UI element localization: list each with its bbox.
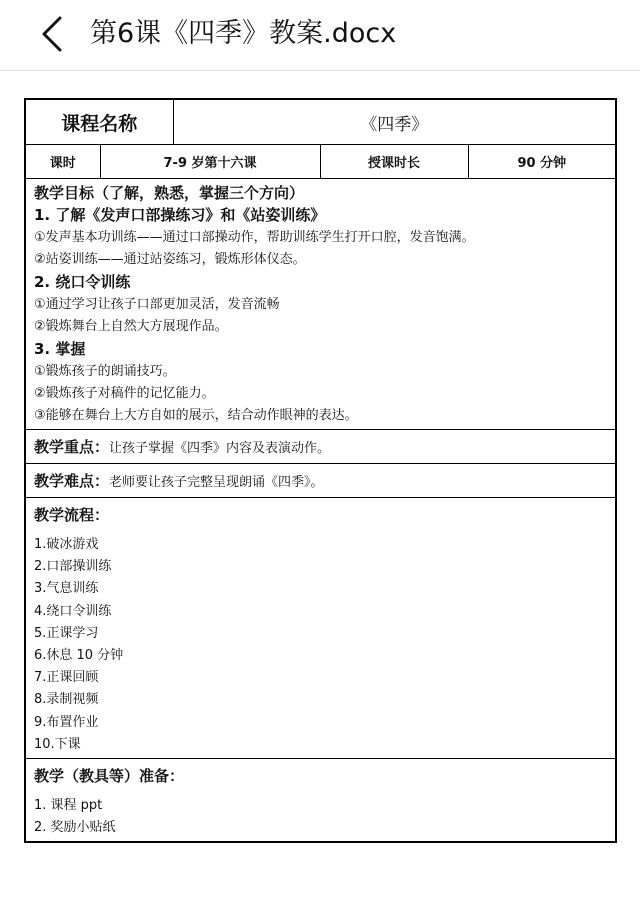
objective-1-item: ②站姿训练——通过站姿练习，锻炼形体仪态。 [34, 252, 306, 267]
flow-item: 8.录制视频 [34, 692, 99, 708]
objective-3-item: ②锻炼孩子对稿件的记忆能力。 [34, 386, 215, 401]
difficulty-text: 老师要让孩子完整呈现朗诵《四季》。 [109, 475, 324, 490]
key-point-cell [25, 430, 616, 464]
objective-2-title: 2. 绕口令训练 [34, 273, 131, 291]
difficulty-row [25, 464, 616, 498]
duration-value: 90 分钟 [468, 145, 616, 179]
lesson-hours-value: 7-9 岁第十六课 [100, 145, 320, 179]
flow-item: 4.绕口令训练 [34, 603, 112, 619]
document-page [24, 98, 614, 843]
objectives-heading: 教学目标（了解，熟悉，掌握三个方向） [34, 184, 305, 202]
flow-row [25, 498, 616, 759]
lesson-hours-row [25, 145, 616, 179]
difficulty-cell [25, 464, 616, 498]
flow-item: 1.破冰游戏 [34, 537, 99, 552]
objective-1-title: 1. 了解《发声口部操练习》和《站姿训练》 [34, 206, 326, 224]
objectives-row [25, 179, 616, 430]
flow-item: 9.布置作业 [34, 714, 99, 730]
course-name-value: 《四季》 [173, 99, 616, 145]
document-title: 第6课《四季》教案.docx [90, 18, 397, 49]
objective-3-title: 3. 掌握 [34, 340, 86, 358]
flow-cell [25, 498, 616, 759]
duration-label: 授课时长 [320, 145, 468, 179]
key-point-text: 让孩子掌握《四季》内容及表演动作。 [109, 441, 331, 456]
back-arrow-icon[interactable] [38, 14, 72, 54]
prep-item: 1. 课程 ppt [34, 798, 103, 814]
course-name-row [25, 99, 616, 145]
objective-1-item: ①发声基本功训练——通过口部操动作，帮助训练学生打开口腔，发音饱满。 [34, 230, 475, 245]
flow-item: 6.休息 10 分钟 [34, 648, 124, 664]
objective-2-item: ①通过学习让孩子口部更加灵活，发音流畅 [34, 297, 280, 312]
flow-item: 2.口部操训练 [34, 559, 112, 575]
objective-3-item: ③能够在舞台上大方自如的展示，结合动作眼神的表达。 [34, 408, 358, 423]
top-bar [0, 0, 640, 71]
objectives-cell [25, 179, 616, 430]
lesson-plan-table [24, 98, 617, 843]
course-name-label: 课程名称 [25, 99, 173, 145]
prep-item: 2. 奖励小贴纸 [34, 820, 116, 836]
difficulty-label: 教学难点： [34, 472, 110, 490]
flow-label: 教学流程： [34, 506, 110, 524]
key-point-row [25, 430, 616, 464]
flow-item: 3.气息训练 [34, 581, 99, 597]
objective-3-item: ①锻炼孩子的朗诵技巧。 [34, 364, 176, 379]
flow-item: 7.正课回顾 [34, 670, 99, 686]
lesson-hours-label: 课时 [25, 145, 100, 179]
flow-item: 10.下课 [34, 736, 81, 752]
prep-label: 教学（教具等）准备： [34, 767, 185, 786]
key-point-label: 教学重点： [34, 438, 110, 456]
objective-2-item: ②锻炼舞台上自然大方展现作品。 [34, 319, 228, 334]
prep-cell [25, 759, 616, 843]
prep-row [25, 759, 616, 843]
flow-item: 5.正课学习 [34, 625, 99, 641]
